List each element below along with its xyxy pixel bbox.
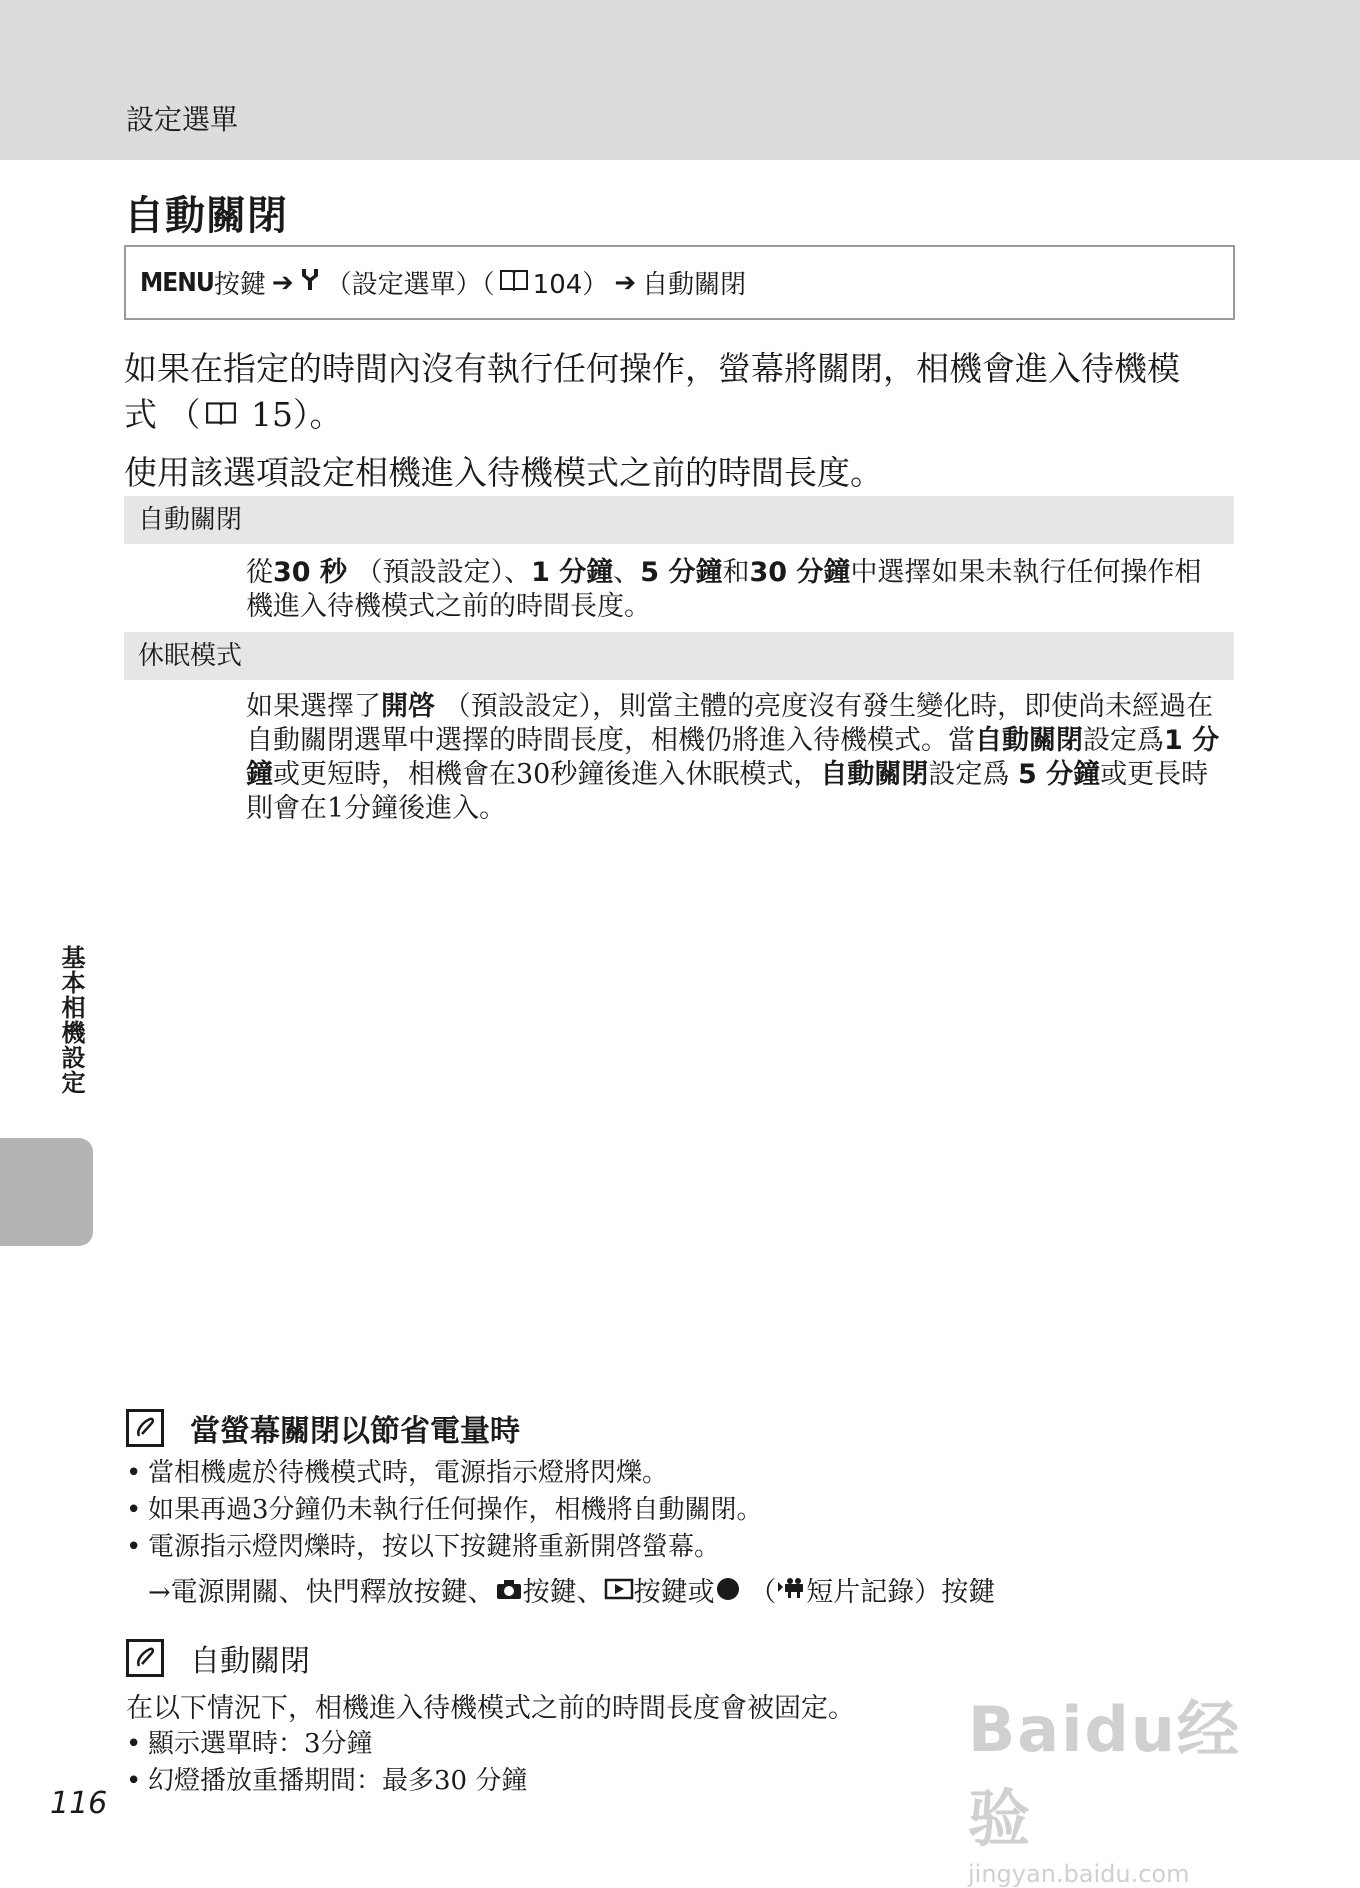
playback-icon xyxy=(604,1577,634,1608)
bold-text: 1 分鐘 xyxy=(246,725,1220,790)
bold-text: 30 分鐘 xyxy=(749,557,851,588)
note-pencil-icon xyxy=(126,1409,164,1447)
text: 和 xyxy=(722,557,750,588)
list-item: • 如果再過3分鐘仍未執行任何操作，相機將自動關閉。 xyxy=(126,1492,1226,1529)
option-description-auto-off xyxy=(246,556,1226,624)
target-item: 自動關閉 xyxy=(642,270,747,300)
text: 按鍵或 xyxy=(633,1577,715,1608)
note-title: 自動關閉 xyxy=(190,1644,310,1679)
note-bullet-list xyxy=(126,1455,1226,1566)
page-number: 116 xyxy=(50,1786,108,1821)
option-heading-sleep-mode: 休眠模式 xyxy=(124,632,1234,680)
intro-paragraph: 使用該選項設定相機進入待機模式之前的時間長度。 xyxy=(124,453,883,492)
wrench-icon xyxy=(300,267,320,298)
bold-text: 自動關閉 xyxy=(820,759,929,790)
bold-text: 30 秒 xyxy=(273,557,347,588)
side-tab xyxy=(0,1138,93,1246)
option-heading-auto-off: 自動關閉 xyxy=(124,496,1234,544)
text: 中選擇如果未執行任何操作相機進入待機模式之前的時間長度。 xyxy=(246,557,1202,622)
bold-text: 開啓 xyxy=(381,691,435,722)
text: 或更短時，相機會在30秒鐘後進入休眠模式， xyxy=(273,759,821,790)
bold-text: 5 分鐘 xyxy=(640,557,723,588)
list-item: • 當相機處於待機模式時，電源指示燈將閃爍。 xyxy=(126,1455,1226,1492)
list-item: • 電源指示燈閃爍時，按以下按鍵將重新開啓螢幕。 xyxy=(126,1529,1226,1566)
text: →電源開關、快門釋放按鍵、 xyxy=(148,1577,495,1608)
arrow-icon: ➔ xyxy=(614,267,637,298)
bold-text: 自動關閉 xyxy=(975,725,1083,756)
camera-icon xyxy=(495,1577,523,1608)
book-icon xyxy=(499,268,529,298)
arrow-icon: ➔ xyxy=(271,267,294,298)
section-label: 設定選單 xyxy=(126,103,239,136)
text: 或更長時則會在1分鐘後進入。 xyxy=(246,759,1209,824)
text: 如果選擇了 xyxy=(246,691,381,722)
page-reference: 15）。 xyxy=(240,395,343,434)
note-pencil-icon xyxy=(126,1639,164,1677)
note-heading xyxy=(126,1406,520,1450)
text: （預設設定），則當主體的亮度沒有發生變化時，即使尚未經過在自動關閉選單中選擇的時間長度，相機仍將進入待機模式。當 xyxy=(246,691,1214,756)
note-heading xyxy=(126,1636,310,1680)
page-reference: 104） xyxy=(532,270,609,300)
text: 設定爲 xyxy=(1083,725,1164,756)
book-icon xyxy=(205,394,237,440)
text: （ xyxy=(740,1577,777,1608)
text: 從 xyxy=(246,557,273,588)
intro-line: 如果在指定的時間內沒有執行任何操作，螢幕將關閉，相機會進入待機模 xyxy=(124,349,1180,388)
side-tab-label: 基本相機設定 xyxy=(57,945,85,1095)
list-item: • 幻燈播放重播期間：最多30 分鐘 xyxy=(126,1763,1226,1800)
menu-navigation-path xyxy=(124,245,1235,320)
text: （預設設定）、 xyxy=(346,557,532,588)
watermark-url: jingyan.baidu.com xyxy=(968,1860,1190,1888)
movie-icon xyxy=(776,1577,806,1608)
text: 、 xyxy=(613,557,641,588)
menu-button-label: MENU xyxy=(140,267,214,298)
watermark-logo xyxy=(968,1680,1278,1888)
watermark-main: Baidu经验 xyxy=(968,1693,1241,1855)
button-word: 按鍵 xyxy=(213,270,266,300)
bold-text: 5 分鐘 xyxy=(1017,759,1101,790)
bold-text: 1 分鐘 xyxy=(531,557,614,588)
note-title: 當螢幕關閉以節省電量時 xyxy=(190,1414,520,1449)
note-intro: 在以下情況下，相機進入待機模式之前的時間長度會被固定。 xyxy=(126,1693,855,1724)
text: 短片記錄）按鍵 xyxy=(806,1577,996,1608)
intro-text xyxy=(124,346,1234,506)
intro-line: 式 （ xyxy=(124,395,201,434)
text: 按鍵、 xyxy=(522,1577,604,1608)
intro-paragraph xyxy=(124,346,1234,440)
wake-buttons-line xyxy=(148,1570,995,1609)
menu-name: （設定選單）（ xyxy=(325,270,495,300)
list-item: • 顯示選單時：3分鐘 xyxy=(126,1726,1226,1763)
record-icon xyxy=(715,1577,741,1608)
text: 設定爲 xyxy=(928,759,1018,790)
page-title: 自動關閉 xyxy=(124,193,288,239)
option-description-sleep-mode xyxy=(246,690,1226,826)
